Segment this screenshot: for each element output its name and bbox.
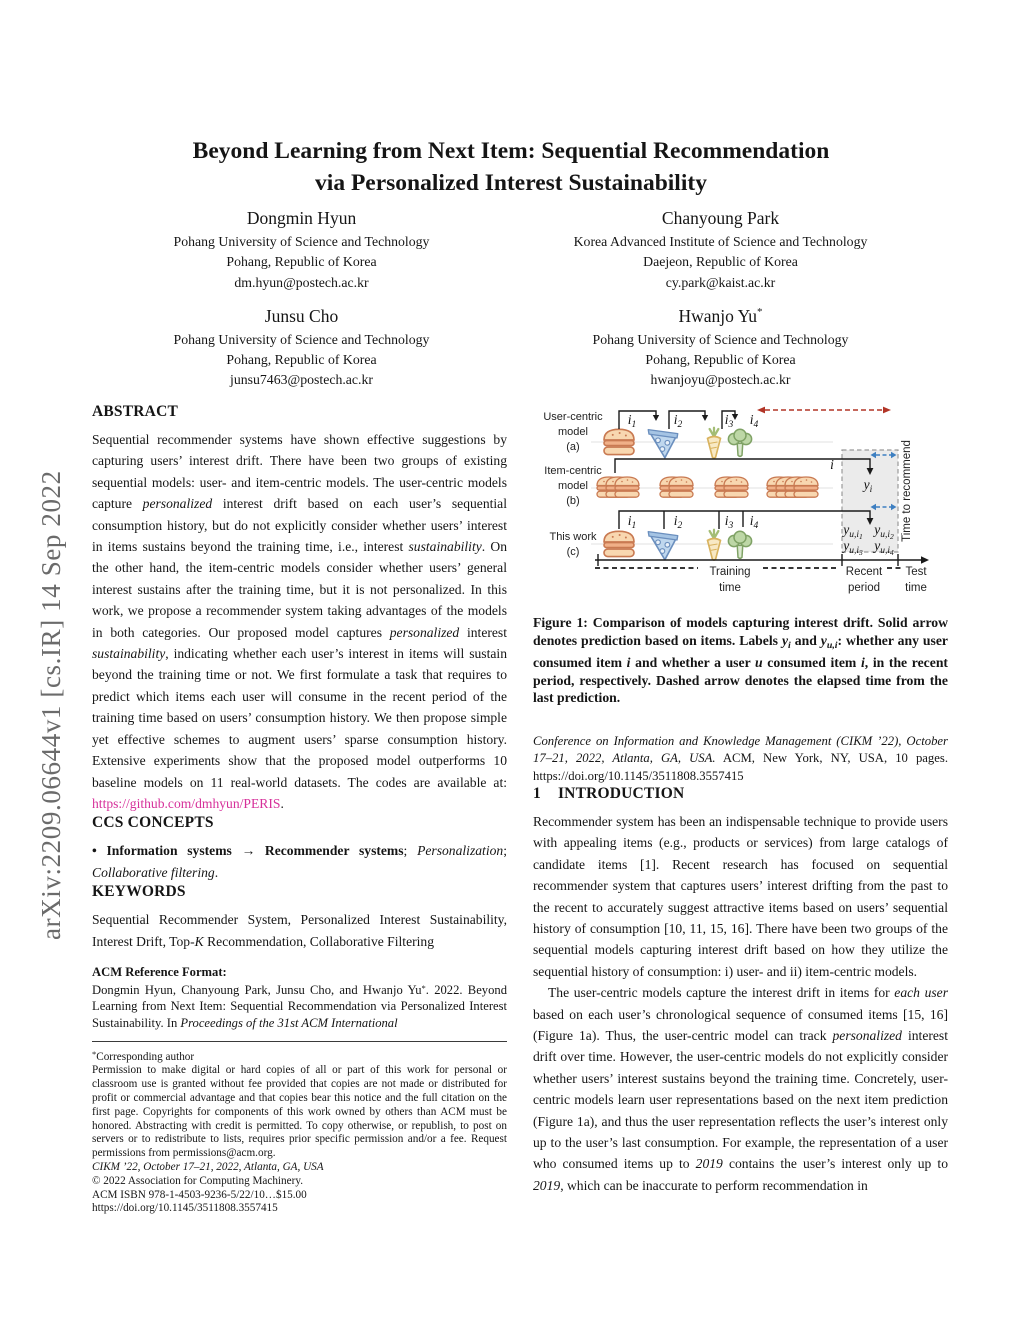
author-email: junsu7463@postech.ac.kr: [230, 372, 373, 388]
item-centric-arrow: [615, 459, 873, 475]
right-column: [533, 403, 948, 1196]
item-i-label: i: [830, 457, 834, 472]
svg-text:(a): (a): [566, 441, 580, 453]
item-label: $i_4$: [749, 412, 759, 430]
conference-info: Conference on Information and Knowledge Management (CIKM ’22), October 17–21, 2022, Atlanta, GA, USA. ACM, New York, NY, USA, 10 pages. https://doi.org/10.1145/3511808.3557415: [533, 733, 949, 783]
item-consumption-groups: [597, 477, 818, 497]
svg-text:period: period: [848, 582, 880, 594]
svg-text:(c): (c): [566, 546, 580, 558]
paper-title-line1: Beyond Learning from Next Item: Sequential Recommendation: [192, 138, 830, 164]
author-name: Junsu Cho: [264, 305, 339, 326]
svg-text:yu,i1: $y_{u,i}1$: [843, 522, 863, 541]
item-label: $i_2$: [673, 412, 683, 430]
abstract-heading: ABSTRACT: [92, 403, 179, 420]
introduction-heading: 1 INTRODUCTION: [533, 784, 685, 802]
broccoli-icon: [728, 531, 751, 558]
ccs-heading: CCS CONCEPTS: [92, 814, 214, 832]
red-dashed-arrow: [757, 407, 891, 414]
item-label: $i_2$: [673, 513, 683, 531]
svg-text:This work: This work: [549, 531, 597, 543]
figure-1: [533, 403, 948, 599]
paper-title: [92, 135, 930, 199]
intro-paragraph-1: Recommender system has been an indispensable technique to provide users with appealing items (e.g., products or services) from large catalogs of candidate items [1]. Recent research has focused on sequential recommender system that captures users’ interest drifting from the past to the recent to accurately suggest attractive items based on users’ sequential history of consumption [10, 11, 15, 16]. There have been two groups of the sequential models capturing interest drift based on how they utilize the sequential history of consumption: i) user- and ii) item-centric models.: [533, 813, 948, 979]
svg-text:Recent: Recent: [845, 566, 883, 578]
item-label: $i_3$: [724, 513, 734, 531]
svg-text:yu,i2: $y_{u,i}2$: [874, 522, 894, 541]
author-block: [511, 208, 930, 293]
author-grid: [92, 208, 930, 391]
author-email: cy.park@kaist.ac.kr: [665, 274, 776, 290]
author-name: Dongmin Hyun: [246, 208, 357, 228]
burger-icon: [604, 531, 634, 556]
svg-text:Training: Training: [709, 566, 751, 578]
svg-text:time: time: [719, 582, 741, 594]
author-block: [511, 306, 930, 391]
svg-text:model: model: [558, 426, 588, 438]
item-label: $i_3$: [724, 412, 734, 430]
author-affiliation: Korea Advanced Institute of Science and Technology: [573, 234, 868, 249]
row-c-label: [549, 531, 597, 558]
svg-text:model: model: [558, 480, 588, 492]
item-label: $i_4$: [749, 513, 759, 531]
row-b-label: [544, 465, 602, 507]
author-city: Pohang, Republic of Korea: [645, 352, 796, 368]
y-i-label: $y_i$: [863, 477, 873, 495]
author-affiliation: Pohang University of Science and Technology: [173, 331, 430, 347]
left-column: [92, 403, 507, 1216]
author-email: hwanjoyu@postech.ac.kr: [650, 372, 791, 388]
svg-text:yu,i3: $y_{u,i}3$: [843, 538, 863, 557]
author-city: Pohang, Republic of Korea: [226, 352, 377, 368]
author-affiliation: Pohang University of Science and Technology: [592, 331, 849, 347]
author-block: [92, 208, 511, 293]
arxiv-watermark: arXiv:2209.06644v1 [cs.IR] 14 Sep 2022: [36, 470, 66, 940]
venue-line: CIKM ’22, October 17–21, 2022, Atlanta, GA, USA: [92, 1161, 324, 1174]
acm-reference-heading: ACM Reference Format:: [92, 964, 227, 979]
author-city: Daejeon, Republic of Korea: [643, 254, 798, 270]
paper-title-line2: via Personalized Interest Sustainability: [315, 170, 707, 196]
author-city: Pohang, Republic of Korea: [226, 254, 377, 270]
footnote: [92, 1048, 507, 1217]
carrot-icon: [708, 428, 721, 458]
this-work-arrow: [619, 511, 873, 529]
ccs-text: • Information systems → Recommender systems; Personalization; Collaborative filtering.: [92, 843, 507, 880]
broccoli-icon: [728, 429, 751, 456]
doi-line: https://doi.org/10.1145/3511808.3557415: [92, 1202, 278, 1215]
carrot-icon: [708, 530, 721, 560]
time-to-recommend-label: Time to recommend: [901, 440, 913, 542]
svg-text:Test: Test: [905, 566, 927, 578]
github-link[interactable]: https://github.com/dmhyun/PERIS: [92, 795, 281, 811]
permission-text: Permission to make digital or hard copies of all or part of this work for personal or classroom use is granted without fee provided that copies are not made or distributed for profit or commercial advantage and that copies bear this notice and the full citation on the first page. Copyrights for components of this work owned by others than ACM must be honored. Abstracting with credit is permitted. To copy otherwise, or republish, to post on servers or to redistribute to lists, requires prior specific permission and/or a fee. Request permissions from permissions@acm.org.: [92, 1064, 507, 1160]
item-label: $i_1$: [627, 412, 637, 430]
intro-paragraph-2: The user-centric models capture the interest drift in items for each user based on each user’s chronological sequence of consumed items [15, 16] (Figure 1a). Thus, the user-centric model can track personalized interest drift over time. However, the user-centric models do not explicitly consider whether users’ interest sustains beyond the training time. Concretely, user-centric models learn user representations based on the next item prediction (Figure 1a), and thus the user representation reflects the user’s interest only up to the user’s last consumption. For example, the representation of a user who consumed items up to 2019 contains the user’s interest only up to 2019, which can be inaccurate to perform recommendation in: [533, 985, 949, 1193]
acm-reference: ACM Reference Format: Dongmin Hyun, Chanyoung Park, Junsu Cho, and Hwanjo Yu*. 2022. Beyond Learning from Next Item: Sequential Recommendation via Personalized Interest Sustainability. In Proceedings of the 31st ACM International: [92, 964, 507, 1030]
item-label: $i_1$: [627, 513, 637, 531]
svg-text:time: time: [905, 582, 927, 594]
pizza-icon: [648, 532, 678, 560]
pizza-icon: [648, 430, 678, 458]
figure-1-caption: Figure 1: Comparison of models capturing interest drift. Solid arrow denotes prediction based on items. Labels $y_i$ and $y_{u,i}$: whether any user consumed item i and whether a user u consumed item i, in the recent period, respectively. Dashed arrow denotes the elapsed time from the last prediction.: [533, 615, 949, 706]
author-name: Chanyoung Park: [661, 208, 780, 228]
copyright-line: © 2022 Association for Computing Machinery.: [92, 1174, 303, 1187]
svg-text:(b): (b): [566, 495, 580, 507]
corresponding-author-note: *Corresponding author: [92, 1048, 195, 1063]
author-name: Hwanjo Yu*: [678, 305, 763, 326]
axis-labels: [709, 566, 927, 594]
row-a-label: [543, 411, 603, 453]
corresponding-author-mark: *: [757, 306, 763, 319]
author-block: [92, 306, 511, 391]
burger-icon: [604, 429, 634, 454]
footnote-rule: [92, 1041, 507, 1042]
isbn-line: ACM ISBN 978-1-4503-9236-5/22/10…$15.00: [92, 1188, 307, 1201]
svg-text:Item-centric: Item-centric: [544, 465, 602, 477]
svg-text:User-centric: User-centric: [543, 411, 603, 423]
author-affiliation: Pohang University of Science and Technology: [173, 234, 430, 249]
keywords-heading: KEYWORDS: [92, 883, 186, 901]
doi-text: https://doi.org/10.1145/3511808.3557415: [533, 768, 744, 783]
abstract-text: Sequential recommender systems have shown effective suggestions by capturing users’ interest drift. There have been two groups of existing sequential models: user- and item-centric models. The user-centric models capture personalized interest drift based on each user’s sequential consumption history, but do not explicitly consider whether users’ interest in items sustains beyond the training time, i.e., interest sustainability. On the other hand, the item-centric models consider whether users’ general interest sustains after the training time, but it is not personalized. In this work, we propose a recommender system taking advantages of the models in both categories. Our proposed model captures personalized interest sustainability, indicating whether each user’s interest in items will sustain beyond the training time or not. We first formulate a task that requires to predict which items each user will consume in the recent period of the training time based on users’ consumption history. We then propose simple yet effective schemes to augment users’ sparse consumption history. Extensive experiments show that the proposed model outperforms 10 baseline models on 11 real-world datasets. The codes are available at: https://github.com/dmhyun/PERIS.: [92, 432, 507, 811]
keywords-text: Sequential Recommender System, Personalized Interest Sustainability, Interest Drift, Top-K Recommendation, Collaborative Filtering: [92, 912, 507, 949]
svg-text:yu,i4: $y_{u,i}4$: [874, 538, 894, 557]
author-email: dm.hyun@postech.ac.kr: [234, 274, 369, 290]
